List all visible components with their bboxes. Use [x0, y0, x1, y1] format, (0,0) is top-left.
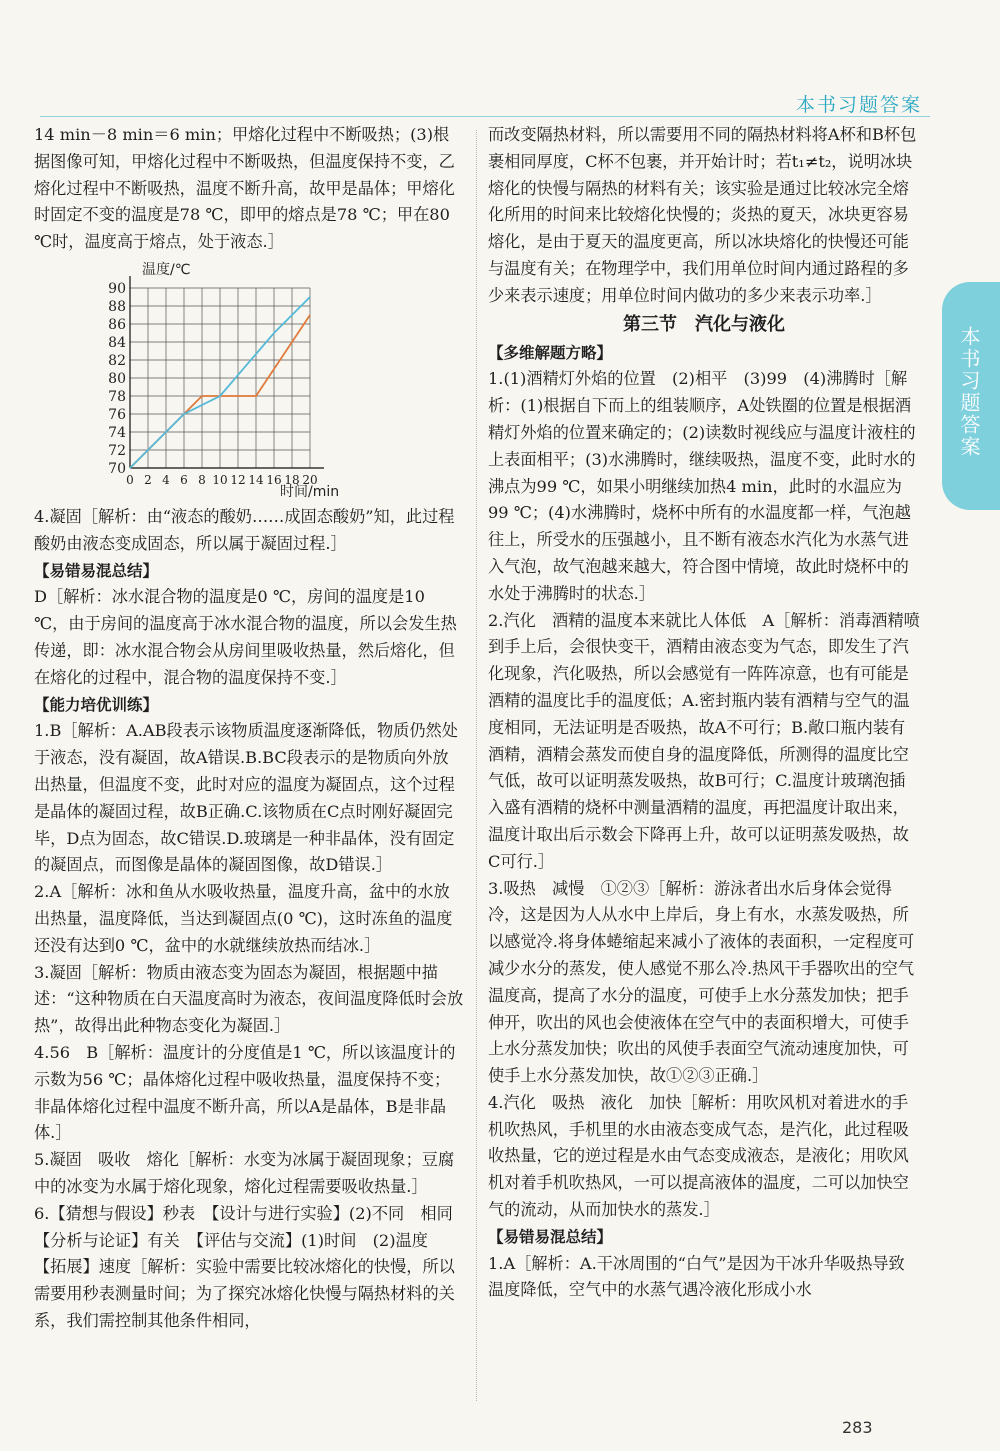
y-tick-label: 78 — [108, 388, 126, 405]
x-tick-label: 18 — [284, 472, 300, 487]
temperature-chart — [34, 256, 464, 504]
heading-duowei: 【多维解题方略】 — [488, 343, 613, 362]
right-yicuo-1: 1.A［解析：A.干冰周围的“白气”是因为干冰升华吸热导致温度降低，空气中的水蒸气遇冷液化形成小水 — [488, 1253, 905, 1300]
y-tick-label: 76 — [108, 406, 126, 423]
x-tick-label: 10 — [212, 472, 228, 487]
left-yicuo-answer: D［解析：冰水混合物的温度是0 ℃，房间的温度是10 ℃，由于房间的温度高于冰水混合物的温度，所以会发生热传递，即：冰水混合物会从房间里吸收热量，然后熔化，但在熔化的过程中，混合物的温度保持不变.］ — [34, 587, 457, 687]
header-rule — [40, 116, 930, 117]
x-tick-label: 0 — [126, 472, 134, 487]
chart-xlabel: 时间/min — [280, 483, 340, 500]
left-nengli-3: 3.凝固［解析：物质由液态变为固态为凝固，根据题中描述：“这种物质在白天温度高时为液态，夜间温度降低时会放热”，故得出此种物态变化为凝固.］ — [34, 962, 464, 1036]
heading-nengli: 【能力培优训练】 — [34, 695, 159, 714]
x-tick-label: 14 — [248, 472, 264, 487]
x-tick-label: 2 — [144, 472, 152, 487]
right-intro-paragraph: 而改变隔热材料，所以需要用不同的隔热材料将A杯和B杯包裹相同厚度，C杯不包裹，并开始计时；若t₁≠t₂，说明冰块熔化的快慢与隔热的材料有关；该实验是通过比较冰完全熔化所用的时间来比较熔化快慢的；炎热的夏天，冰块更容易熔化，是由于夏天的温度更高，所以冰块熔化的快慢还可能与温度有关；在物理学中，我们用单位时间内通过路程的多少来表示速度；用单位时间内做功的多少来表示功率.］ — [488, 125, 917, 305]
y-tick-label: 88 — [108, 298, 126, 315]
x-tick-label: 4 — [162, 472, 170, 487]
left-nengli-5: 5.凝固 吸收 熔化［解析：水变为冰属于凝固现象；豆腐中的冰变为水属于熔化现象，熔化过程需要吸收热量.］ — [34, 1150, 455, 1196]
right-duowei-4: 4.汽化 吸热 液化 加快［解析：用吹风机对着进水的手机吹热风，手机里的水由液态变成气态，是汽化，此过程吸收热量，它的逆过程是水由气态变成液态，是液化；用吹风机对着手机吹热风，一可以提高液体的温度，二可以加快空气的流动，从而加快水的蒸发.］ — [488, 1092, 909, 1220]
left-intro-paragraph: 14 min－8 min＝6 min；甲熔化过程中不断吸热；(3)根据图像可知，甲熔化过程中不断吸热，但温度保持不变，乙熔化过程中不断吸热，温度不断升高，故甲是晶体；甲熔化时固定不变的温度是78 ℃，即甲的熔点是78 ℃；甲在80 ℃时，温度高于熔点，处于液态.］ — [34, 125, 455, 252]
y-tick-label: 90 — [108, 280, 126, 297]
y-tick-label: 82 — [108, 352, 126, 369]
x-tick-label: 16 — [266, 472, 282, 487]
page-number: 283 — [842, 1418, 873, 1437]
temperature-chart-svg — [90, 260, 390, 500]
y-tick-label: 70 — [108, 460, 126, 477]
right-column — [488, 122, 920, 1304]
y-tick-label: 74 — [108, 424, 126, 441]
chart-ticks — [108, 281, 317, 487]
side-tab — [942, 282, 1000, 510]
right-duowei-3: 3.吸热 减慢 ①②③［解析：游泳者出水后身体会觉得冷，这是因为人从水中上岸后，身上有水，水蒸发吸热，所以感觉冷.将身体蜷缩起来减小了液体的表面积，一定程度可减少水分的蒸发，使人感觉不那么冷.热风干手器吹出的空气温度高，提高了水分的温度，可使手上水分蒸发加快；把手伸开，吹出的风也会使液体在空气中的表面积增大，可使手上水分蒸发加快；吹出的风使手表面空气流动速度加快，可使手上水分蒸发加快，故①②③正确.］ — [488, 878, 915, 1086]
x-tick-label: 20 — [302, 472, 318, 487]
left-column — [34, 122, 469, 1335]
y-tick-label: 72 — [108, 442, 126, 459]
x-tick-label: 8 — [198, 472, 206, 487]
left-nengli-4: 4.56 B［解析：温度计的分度值是1 ℃，所以该温度计的示数为56 ℃；晶体熔化过程中吸收热量，温度保持不变；非晶体熔化过程中温度不断升高，所以A是晶体，B是非晶体.］ — [34, 1042, 456, 1143]
column-divider — [476, 130, 477, 1401]
x-tick-label: 6 — [180, 472, 188, 487]
heading-yicuo: 【易错易混总结】 — [34, 561, 159, 580]
left-nengli-6: 6.【猜想与假设】秒表 【设计与进行实验】(2)不同 相同 【分析与论证】有关 【评估与交流】(1)时间 (2)温度 【拓展】速度［解析：实验中需要比较冰熔化的快慢，所以需要用秒表测量时间；为了探究冰熔化快慢与隔热材料的关系，我们需控制其他条件相同， — [34, 1203, 469, 1330]
y-tick-label: 86 — [108, 316, 126, 333]
y-tick-label: 80 — [108, 370, 126, 387]
right-duowei-1: 1.(1)酒精灯外焰的位置 (2)相平 (3)99 (4)沸腾时［解析：(1)根据自下而上的组装顺序，A处铁圈的位置是根据酒精灯外焰的位置来确定的；(2)读数时视线应与温度计液柱的上表面相平；(3)水沸腾时，继续吸热，温度不变，此时水的沸点为99 ℃，如果小明继续加热4 min，此时的水温应为99 ℃；(4)水沸腾时，烧杯中所有的水温度都一样，气泡越往上，所受水的压强越小，且不断有液态水汽化为水蒸气进入气泡，故气泡越来越大，符合图中情境，故此时烧杯中的水处于沸腾时的状态.］ — [488, 369, 916, 603]
heading-yicuo-2: 【易错易混总结】 — [488, 1227, 613, 1246]
right-duowei-2: 2.汽化 酒精的温度本来就比人体低 A［解析：消毒酒精喷到手上后，会很快变干，酒精由液态变为气态，即发生了汽化现象，汽化吸热，所以会感觉有一阵阵凉意，也有可能是酒精的温度比手的温度低；A.密封瓶内装有酒精与空气的温度相同，无法证明是否吸热，故A不可行；B.敞口瓶内装有酒精，酒精会蒸发而使自身的温度降低，所测得的温度比空气低，故可以证明蒸发吸热，故B可行；C.温度计玻璃泡插入盛有酒精的烧杯中测量酒精的温度，再把温度计取出来，温度计取出后示数会下降再上升，故可以证明蒸发吸热，故C可行.］ — [488, 610, 920, 871]
y-tick-label: 84 — [108, 334, 126, 351]
chart-ylabel: 温度/℃ — [142, 261, 191, 278]
left-answer-4: 4.凝固［解析：由“液态的酸奶……成固态酸奶”知，此过程酸奶由液态变成固态，所以属于凝固过程.］ — [34, 506, 455, 553]
x-tick-label: 12 — [230, 472, 246, 487]
section-title: 第三节 汽化与液化 — [623, 313, 785, 335]
left-nengli-2: 2.A［解析：冰和鱼从水吸收热量，温度升高，盆中的水放出热量，温度降低，当达到凝固点(0 ℃)，这时冻鱼的温度还没有达到0 ℃，盆中的水就继续放热而结冰.］ — [34, 882, 453, 955]
side-tab-label: 本书习题答案 — [957, 326, 981, 458]
header-title: 本书习题答案 — [795, 94, 922, 116]
left-nengli-1: 1.B［解析：A.AB段表示该物质温度逐渐降低，物质仍然处于液态，没有凝固，故A错误.B.BC段表示的是物质向外放出热量，但温度不变，此时对应的温度为凝固点，这个过程是晶体的凝固过程，故B正确.C.该物质在C点时刚好凝固完毕，D点为固态，故C错误.D.玻璃是一种非晶体，没有固定的凝固点，而图像是晶体的凝固图像，故D错误.］ — [34, 721, 458, 875]
